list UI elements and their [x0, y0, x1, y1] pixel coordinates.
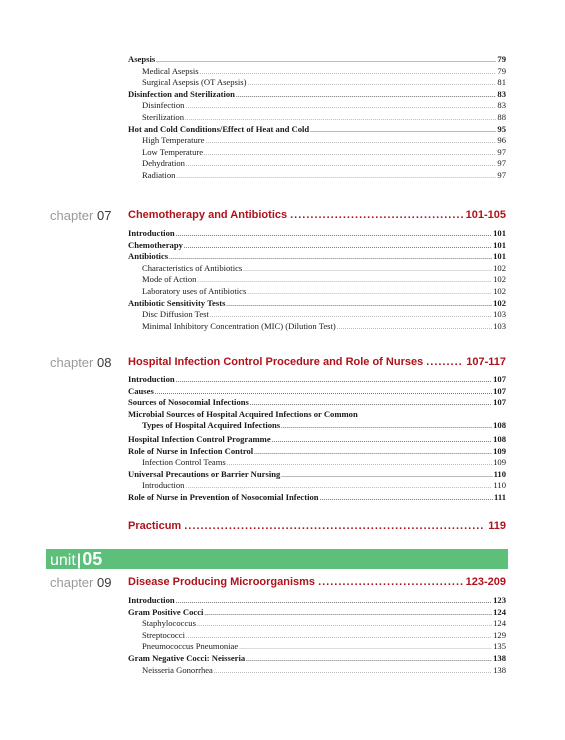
toc-entry-page: 108 [493, 420, 506, 431]
toc-entry-title: Antibiotics [128, 251, 169, 262]
dot-leader [247, 288, 492, 300]
toc-entry-title: Medical Asepsis [142, 65, 199, 76]
chapter-page-range: 107-117 [466, 356, 506, 368]
toc-entry[interactable] [128, 309, 506, 321]
toc-entry-page: 83 [497, 88, 506, 99]
toc-entry-title: Characteristics of Antibiotics [142, 262, 243, 273]
unit-label [50, 548, 102, 572]
toc-block-1 [128, 54, 506, 182]
toc-entry[interactable] [128, 112, 506, 124]
unit-separator: | [76, 552, 82, 569]
dot-leader [281, 422, 492, 434]
toc-entry[interactable] [128, 653, 506, 665]
unit-banner [46, 549, 508, 569]
toc-entry-page: 129 [493, 629, 506, 640]
toc-entry-page: 138 [493, 652, 506, 663]
toc-entry-title: Hot and Cold Conditions/Effect of Heat and Cold [128, 123, 310, 134]
toc-entry-page: 103 [493, 320, 506, 331]
toc-entry-page: 111 [494, 491, 506, 502]
toc-entry-line1: Microbial Sources of Hospital Acquired Infections or Common [128, 408, 358, 419]
toc-entry-title: Disinfection [142, 100, 185, 111]
chapter-title-text: Disease Producing Microorganisms [128, 576, 316, 588]
toc-entry[interactable] [128, 286, 506, 298]
dot-leader [204, 609, 492, 621]
toc-entry-title: Introduction [128, 595, 175, 605]
dot-leader [185, 102, 496, 114]
toc-entry[interactable] [128, 397, 506, 409]
toc-entry[interactable] [128, 228, 506, 240]
toc-entry-page: 107 [493, 385, 506, 396]
dot-leader [226, 300, 492, 312]
dot-leader [281, 471, 492, 483]
toc-entry-title: Introduction [128, 228, 175, 238]
toc-entry-title: Dehydration [142, 158, 185, 169]
dot-leader [254, 448, 492, 460]
toc-entry-title: Introduction [142, 480, 185, 491]
toc-entry-page: 102 [493, 285, 506, 296]
toc-entry[interactable] [128, 595, 506, 607]
toc-entry-title: Sources of Nosocomial Infections [128, 397, 249, 408]
toc-chapter-09-entries [128, 595, 506, 676]
chapter-08-title[interactable] [128, 356, 506, 368]
dot-leader [184, 242, 492, 254]
toc-entry-title: High Temperature [142, 135, 205, 146]
toc-entry-page: 108 [493, 433, 506, 444]
dot-leader [243, 265, 492, 277]
toc-entry-page: 109 [493, 445, 506, 456]
toc-entry[interactable] [128, 492, 506, 504]
dot-leader [214, 667, 492, 679]
unit-number: 05 [82, 549, 103, 569]
dot-leader [184, 520, 485, 532]
toc-entry-wrapped[interactable] [128, 409, 506, 434]
dot-leader [204, 149, 496, 161]
toc-entry-page: 79 [497, 54, 506, 64]
toc-entry[interactable] [128, 665, 506, 677]
toc-entry-title: Sterilization [142, 111, 185, 122]
dot-leader [176, 230, 492, 242]
chapter-title-text: Hospital Infection Control Procedure and Role of Nurses [128, 356, 424, 368]
toc-entry-page: 83 [497, 100, 506, 111]
toc-entry-title: Antibiotic Sensitivity Tests [128, 297, 226, 308]
dot-leader [272, 436, 492, 448]
toc-entry-page: 101 [493, 251, 506, 262]
toc-entry-title: Radiation [142, 169, 176, 180]
toc-entry-title: Surgical Asepsis (OT Asepsis) [142, 77, 247, 88]
chapter-page-range: 101-105 [465, 209, 506, 221]
toc-chapter-07-entries [128, 228, 506, 332]
toc-entry[interactable] [128, 457, 506, 469]
toc-entry[interactable] [128, 374, 506, 386]
toc-entry-title: Universal Precautions or Barrier Nursing [128, 468, 281, 479]
toc-entry-page: 81 [497, 77, 506, 88]
toc-entry-title: Staphylococcus [142, 618, 196, 629]
toc-entry-title: Disinfection and Sterilization [128, 88, 235, 99]
toc-entry-page: 124 [493, 606, 506, 617]
toc-entry[interactable] [128, 170, 506, 182]
dot-leader [246, 655, 492, 667]
toc-entry-page: 97 [497, 169, 506, 180]
dot-leader [186, 160, 496, 172]
dot-leader [310, 126, 496, 138]
dot-leader [290, 209, 463, 221]
toc-entry[interactable] [128, 263, 506, 275]
toc-entry-title: Role of Nurse in Prevention of Nosocomial Infection [128, 491, 319, 502]
toc-entry-page: 101 [493, 228, 506, 238]
toc-entry-page: 110 [493, 480, 506, 491]
toc-entry-title: Gram Negative Cocci: Neisseria [128, 652, 246, 663]
toc-entry[interactable] [128, 147, 506, 159]
toc-entry-page: 97 [497, 158, 506, 169]
toc-entry[interactable] [128, 89, 506, 101]
toc-entry-page: 96 [497, 135, 506, 146]
chapter-07-title[interactable] [128, 209, 506, 221]
toc-entry-page: 107 [493, 397, 506, 408]
dot-leader [247, 79, 496, 91]
toc-entry-page: 97 [497, 146, 506, 157]
practicum-entry[interactable] [128, 520, 506, 532]
toc-entry-title: Asepsis [128, 54, 156, 64]
toc-entry-title: Low Temperature [142, 146, 204, 157]
chapter-page-range: 123-209 [465, 576, 506, 588]
toc-entry[interactable] [128, 135, 506, 147]
toc-entry-title: Disc Diffusion Test [142, 309, 209, 320]
toc-entry-title: Mode of Action [142, 274, 197, 285]
toc-entry-page: 103 [493, 309, 506, 320]
dot-leader [156, 56, 496, 68]
toc-entry-page: 138 [493, 664, 506, 675]
toc-entry[interactable] [128, 54, 506, 66]
toc-entry[interactable] [128, 124, 506, 136]
toc-entry-page: 124 [493, 618, 506, 629]
toc-entry-page: 88 [497, 111, 506, 122]
toc-entry-page: 107 [493, 374, 506, 384]
toc-entry[interactable] [128, 274, 506, 286]
toc-entry-page: 102 [493, 274, 506, 285]
toc-entry-page: 101 [493, 239, 506, 250]
dot-leader [239, 643, 492, 655]
chapter-08-label: chapter 08 [50, 355, 112, 370]
toc-entry[interactable] [128, 607, 506, 619]
chapter-09-label: chapter 09 [50, 575, 112, 590]
dot-leader [176, 172, 496, 184]
toc-entry[interactable] [128, 630, 506, 642]
toc-entry[interactable] [128, 386, 506, 398]
toc-entry[interactable] [128, 298, 506, 310]
toc-entry[interactable] [128, 251, 506, 263]
toc-entry[interactable] [128, 434, 506, 446]
chapter-09-title[interactable] [128, 576, 506, 588]
toc-entry-title: Neisseria Gonorrhea [142, 664, 213, 675]
dot-leader [426, 356, 463, 368]
chapter-title-text: Chemotherapy and Antibiotics [128, 209, 288, 221]
dot-leader [197, 620, 492, 632]
toc-entry-page: 123 [493, 595, 506, 605]
chapter-07-label: chapter 07 [50, 208, 112, 223]
toc-entry-title: Gram Positive Cocci [128, 606, 204, 617]
dot-leader [318, 576, 463, 588]
toc-entry[interactable] [128, 469, 506, 481]
toc-entry-line2: Types of Hospital Acquired Infections [142, 420, 281, 431]
dot-leader [176, 376, 492, 388]
toc-entry-title: Causes [128, 385, 154, 396]
toc-entry-title: Chemotherapy [128, 239, 183, 250]
toc-entry[interactable] [128, 240, 506, 252]
toc-entry-title: Role of Nurse in Infection Control [128, 445, 254, 456]
toc-entry-page: 102 [493, 297, 506, 308]
toc-entry-title: Hospital Infection Control Programme [128, 433, 271, 444]
toc-entry[interactable] [128, 66, 506, 78]
toc-chapter-08-entries [128, 374, 506, 504]
dot-leader [205, 137, 496, 149]
toc-entry[interactable] [128, 446, 506, 458]
toc-entry-title: Minimal Inhibitory Concentration (MIC) (Dilution Test) [142, 320, 336, 331]
toc-entry-title: Streptococci [142, 629, 185, 640]
toc-entry[interactable] [128, 641, 506, 653]
dot-leader [176, 597, 492, 609]
toc-entry-page: 135 [493, 641, 506, 652]
toc-entry[interactable] [128, 618, 506, 630]
dot-leader [337, 323, 492, 335]
toc-entry-title: Introduction [128, 374, 175, 384]
toc-entry-page: 102 [493, 262, 506, 273]
practicum-title: Practicum [128, 520, 182, 532]
toc-entry-title: Pneumococcus Pneumoniae [142, 641, 239, 652]
practicum-page: 119 [488, 520, 506, 532]
toc-entry[interactable] [128, 480, 506, 492]
toc-entry-page: 109 [493, 457, 506, 468]
toc-entry-title: Laboratory uses of Antibiotics [142, 285, 247, 296]
toc-entry[interactable] [128, 77, 506, 89]
toc-entry-page: 79 [497, 65, 506, 76]
toc-entry-page: 95 [497, 123, 506, 134]
dot-leader [320, 494, 493, 506]
toc-entry[interactable] [128, 158, 506, 170]
toc-entry[interactable] [128, 100, 506, 112]
unit-label-text: unit [50, 552, 76, 569]
dot-leader [236, 91, 496, 103]
toc-entry-page: 110 [493, 468, 506, 479]
toc-entry[interactable] [128, 321, 506, 333]
toc-entry-title: Infection Control Teams [142, 457, 226, 468]
